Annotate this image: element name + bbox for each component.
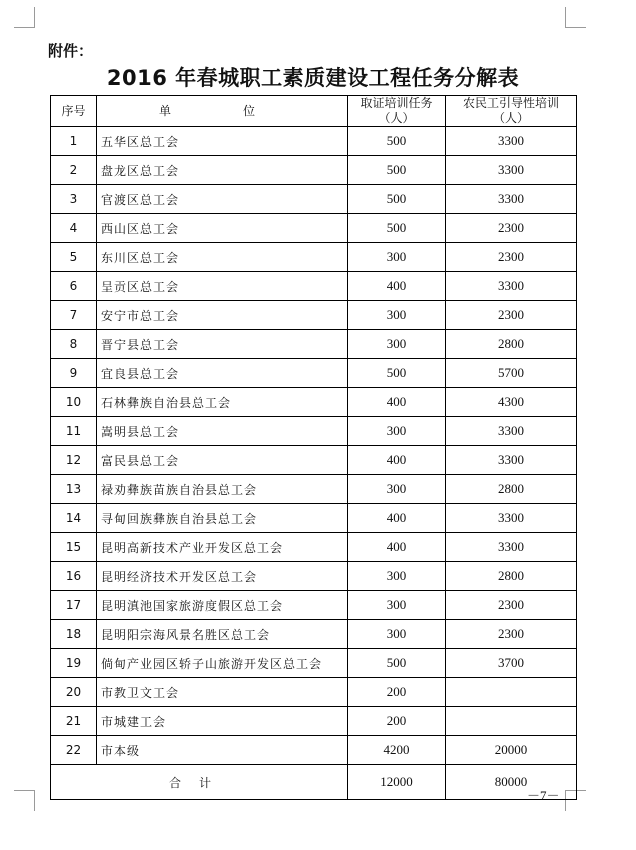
cell-guide: 2300	[446, 591, 577, 620]
table-row	[51, 562, 577, 591]
header-guide-line1: 农民工引导性培训	[462, 96, 559, 110]
cell-unit: 昆明阳宗海风景名胜区总工会	[97, 620, 348, 649]
cell-cert: 500	[348, 214, 446, 243]
cell-index: 4	[51, 214, 97, 243]
table-row	[51, 127, 577, 156]
cell-cert: 300	[348, 243, 446, 272]
cell-cert: 300	[348, 475, 446, 504]
cell-index: 15	[51, 533, 97, 562]
cell-guide: 2800	[446, 330, 577, 359]
cell-index: 13	[51, 475, 97, 504]
cell-cert: 400	[348, 272, 446, 301]
header-cert	[348, 96, 446, 127]
cell-cert: 300	[348, 417, 446, 446]
cell-cert: 400	[348, 533, 446, 562]
cell-guide: 3700	[446, 649, 577, 678]
total-guide: 80000	[446, 765, 577, 800]
cell-cert: 300	[348, 591, 446, 620]
table-row	[51, 446, 577, 475]
cell-index: 21	[51, 707, 97, 736]
table-row	[51, 330, 577, 359]
cell-unit: 西山区总工会	[97, 214, 348, 243]
cell-unit: 东川区总工会	[97, 243, 348, 272]
cell-index: 1	[51, 127, 97, 156]
cell-guide: 3300	[446, 272, 577, 301]
cell-index: 6	[51, 272, 97, 301]
cell-unit: 禄劝彝族苗族自治县总工会	[97, 475, 348, 504]
cell-cert: 200	[348, 707, 446, 736]
cell-guide: 5700	[446, 359, 577, 388]
cell-cert: 400	[348, 446, 446, 475]
table-body	[51, 127, 577, 765]
cell-index: 10	[51, 388, 97, 417]
document-title: 2016 年春城职工素质建设工程任务分解表	[106, 66, 520, 90]
cell-index: 14	[51, 504, 97, 533]
table-header-row	[51, 96, 577, 127]
table-row	[51, 185, 577, 214]
cell-cert: 300	[348, 330, 446, 359]
cell-cert: 200	[348, 678, 446, 707]
cell-guide: 2300	[446, 243, 577, 272]
cell-unit: 呈贡区总工会	[97, 272, 348, 301]
table-row	[51, 475, 577, 504]
cell-guide: 3300	[446, 185, 577, 214]
cell-guide: 3300	[446, 156, 577, 185]
cell-guide	[446, 707, 577, 736]
cell-unit: 安宁市总工会	[97, 301, 348, 330]
cell-index: 3	[51, 185, 97, 214]
cell-cert: 400	[348, 388, 446, 417]
cell-index: 19	[51, 649, 97, 678]
table-row	[51, 533, 577, 562]
cell-guide: 3300	[446, 504, 577, 533]
cell-index: 16	[51, 562, 97, 591]
cell-guide: 2800	[446, 475, 577, 504]
cell-unit: 富民县总工会	[97, 446, 348, 475]
cell-cert: 500	[348, 127, 446, 156]
table-row	[51, 272, 577, 301]
cell-unit: 市教卫文工会	[97, 678, 348, 707]
cell-index: 8	[51, 330, 97, 359]
table-row	[51, 301, 577, 330]
cell-cert: 500	[348, 156, 446, 185]
cell-unit: 昆明经济技术开发区总工会	[97, 562, 348, 591]
header-unit-text: 单 位	[158, 103, 285, 118]
header-cert-line1: 取证培训任务	[360, 96, 433, 110]
cell-cert: 500	[348, 649, 446, 678]
attachment-label: 附件：	[48, 42, 94, 60]
table-row	[51, 243, 577, 272]
cell-cert: 500	[348, 359, 446, 388]
cell-guide: 3300	[446, 417, 577, 446]
cell-index: 17	[51, 591, 97, 620]
cell-unit: 市本级	[97, 736, 348, 765]
cell-cert: 300	[348, 620, 446, 649]
cell-unit: 昆明高新技术产业开发区总工会	[97, 533, 348, 562]
crop-mark-bottom-left	[14, 790, 35, 811]
header-guide-line2: （人）	[492, 111, 529, 125]
table-row	[51, 620, 577, 649]
cell-unit: 寻甸回族彝族自治县总工会	[97, 504, 348, 533]
cell-index: 20	[51, 678, 97, 707]
table-row	[51, 504, 577, 533]
cell-index: 11	[51, 417, 97, 446]
cell-index: 18	[51, 620, 97, 649]
table-row	[51, 156, 577, 185]
cell-unit: 嵩明县总工会	[97, 417, 348, 446]
cell-unit: 倘甸产业园区轿子山旅游开发区总工会	[97, 649, 348, 678]
cell-index: 22	[51, 736, 97, 765]
cell-cert: 4200	[348, 736, 446, 765]
table-row	[51, 359, 577, 388]
cell-index: 2	[51, 156, 97, 185]
table-row	[51, 214, 577, 243]
cell-unit: 石林彝族自治县总工会	[97, 388, 348, 417]
table-row	[51, 649, 577, 678]
cell-guide: 2800	[446, 562, 577, 591]
header-unit	[97, 96, 348, 127]
cell-cert: 300	[348, 301, 446, 330]
total-row	[51, 765, 577, 800]
header-index: 序号	[51, 96, 97, 127]
cell-cert: 500	[348, 185, 446, 214]
cell-guide: 20000	[446, 736, 577, 765]
cell-unit: 昆明滇池国家旅游度假区总工会	[97, 591, 348, 620]
table-row	[51, 736, 577, 765]
cell-guide	[446, 678, 577, 707]
page-number: －7－	[527, 788, 560, 803]
cell-guide: 3300	[446, 127, 577, 156]
crop-mark-top-left	[14, 7, 35, 28]
total-cert: 12000	[348, 765, 446, 800]
cell-unit: 晋宁县总工会	[97, 330, 348, 359]
cell-guide: 4300	[446, 388, 577, 417]
table-row	[51, 678, 577, 707]
header-guide	[446, 96, 577, 127]
cell-guide: 2300	[446, 301, 577, 330]
task-table	[50, 95, 577, 800]
cell-guide: 2300	[446, 214, 577, 243]
cell-unit: 盘龙区总工会	[97, 156, 348, 185]
table-row	[51, 591, 577, 620]
cell-index: 5	[51, 243, 97, 272]
cell-unit: 官渡区总工会	[97, 185, 348, 214]
cell-cert: 300	[348, 562, 446, 591]
cell-index: 9	[51, 359, 97, 388]
cell-guide: 3300	[446, 533, 577, 562]
cell-index: 7	[51, 301, 97, 330]
cell-cert: 400	[348, 504, 446, 533]
header-cert-line2: （人）	[378, 111, 415, 125]
cell-unit: 五华区总工会	[97, 127, 348, 156]
total-label: 合计	[51, 765, 348, 800]
cell-guide: 3300	[446, 446, 577, 475]
cell-guide: 2300	[446, 620, 577, 649]
table-row	[51, 388, 577, 417]
table-row	[51, 417, 577, 446]
cell-index: 12	[51, 446, 97, 475]
cell-unit: 市城建工会	[97, 707, 348, 736]
crop-mark-top-right	[565, 7, 586, 28]
cell-unit: 宜良县总工会	[97, 359, 348, 388]
table-row	[51, 707, 577, 736]
